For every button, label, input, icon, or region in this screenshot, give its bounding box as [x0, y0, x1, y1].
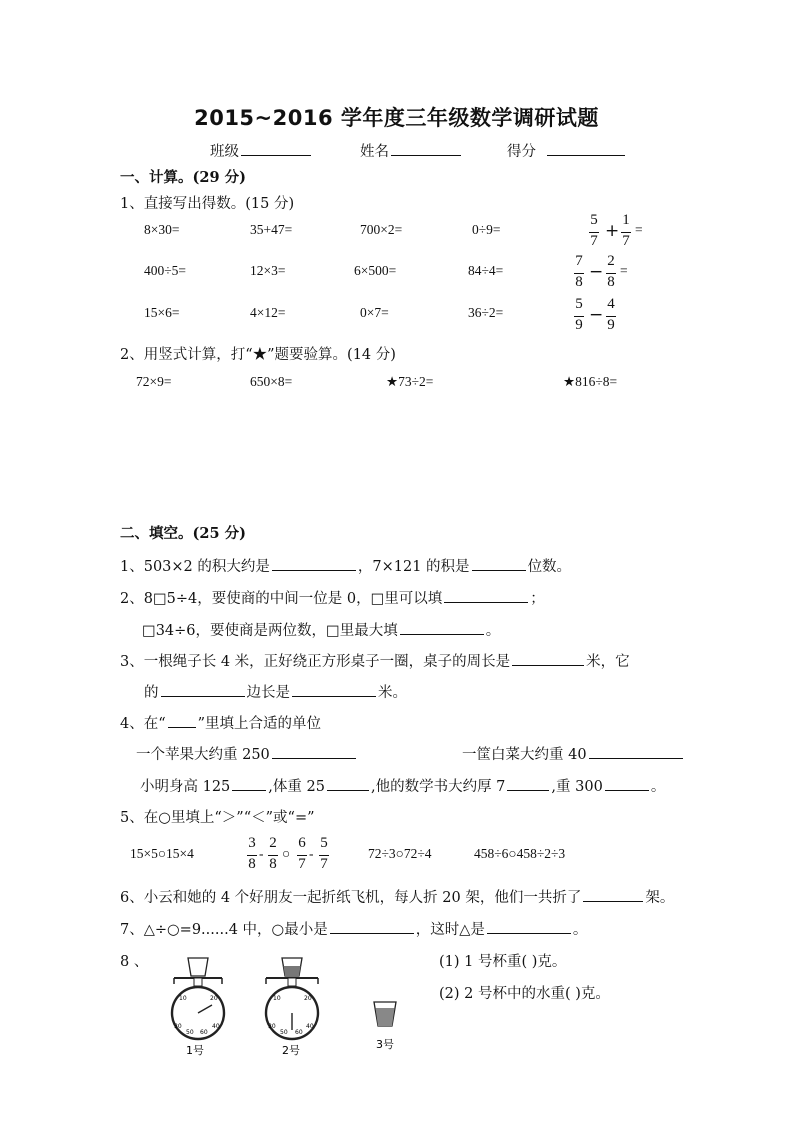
calc-item: 15×6=: [144, 305, 180, 320]
fill-q8-label: 8 、: [120, 954, 149, 970]
name-blank[interactable]: [391, 141, 461, 156]
fill-q6: 6、小云和她的 4 个好朋友一起折纸飞机，每人折 20 架，他们一共折了 架。: [120, 886, 674, 907]
name-label: 姓名: [360, 144, 389, 160]
scale-2: [266, 958, 318, 1057]
answer-blank[interactable]: [272, 744, 356, 759]
calc-item: 8×30=: [144, 222, 180, 237]
name-field: [360, 140, 463, 161]
fill-q4-apple: 一个苹果大约重 250: [136, 743, 358, 764]
fill-q4-xiaoming: 小明身高 125 ,体重 25 ,他的数学书大约厚 7 ,重 300 。: [140, 775, 665, 796]
calc-item: 12×3=: [250, 263, 286, 278]
calc-item: 4×12=: [250, 305, 286, 320]
answer-blank[interactable]: [472, 556, 526, 571]
answer-blank[interactable]: [161, 682, 245, 697]
operator: -: [259, 846, 264, 861]
denominator: 9: [575, 317, 583, 333]
calc-item: 700×2=: [360, 222, 403, 237]
answer-blank[interactable]: [272, 556, 356, 571]
scale-label: 1号: [186, 1044, 204, 1057]
vertical-calc-item: ★73÷2=: [386, 374, 434, 389]
fill-q5-label: 5、在○里填上“＞”“＜”或“=”: [120, 810, 315, 826]
operator: -: [309, 846, 314, 861]
class-field: [210, 140, 313, 161]
operator: −: [589, 262, 604, 282]
scale-tick: 30: [268, 1023, 276, 1030]
fill-q3-line1: 3、一根绳子长 4 米，正好绕正方形桌子一圈，桌子的周长是 米，它: [120, 650, 630, 671]
cup-3: [374, 1002, 396, 1051]
answer-blank[interactable]: [507, 776, 549, 791]
answer-blank[interactable]: [487, 919, 571, 934]
vertical-calc-item: ★816÷8=: [563, 374, 618, 389]
class-label: 班级: [210, 144, 239, 160]
scale-tick: 10: [273, 995, 281, 1002]
calc-item: 6×500=: [354, 263, 397, 278]
cup-label: 3号: [376, 1038, 394, 1051]
scale-tick: 20: [304, 995, 312, 1002]
answer-blank[interactable]: [589, 744, 683, 759]
numerator: 2: [607, 253, 615, 269]
compare-item: 15×5○15×4: [130, 846, 194, 861]
numerator: 5: [590, 212, 598, 228]
calc-item: 0÷9=: [472, 222, 501, 237]
section2-heading: 二、填空。(25 分): [120, 525, 246, 542]
answer-blank[interactable]: [605, 776, 649, 791]
equals-sign: =: [620, 263, 628, 278]
class-blank[interactable]: [241, 141, 311, 156]
q1-label: 1、直接写出得数。(15 分): [120, 196, 295, 212]
scale-1: [172, 958, 224, 1057]
vertical-calc-item: 650×8=: [250, 374, 293, 389]
equals-sign: =: [635, 222, 643, 237]
calc-item: 400÷5=: [144, 263, 187, 278]
score-label: 得分: [507, 144, 536, 160]
scale-tick: 10: [179, 995, 187, 1002]
fill-q4-cabbage: 一筐白菜大约重 40: [462, 743, 685, 764]
scale-tick: 40: [306, 1023, 314, 1030]
fill-q8-sub2: (2) 2 号杯中的水重( )克。: [439, 986, 610, 1002]
answer-blank[interactable]: [583, 887, 643, 902]
operator: −: [589, 305, 604, 325]
fill-q2-line1: 2、8□5÷4，要使商的中间一位是 0，□里可以填 ；: [120, 587, 545, 608]
vertical-calc-item: 72×9=: [136, 374, 172, 389]
denominator: 7: [590, 233, 598, 249]
operator: +: [605, 221, 620, 241]
fill-q8-sub1: (1) 1 号杯重( )克。: [439, 954, 567, 970]
compare-item: 458÷6○458÷2÷3: [474, 846, 566, 861]
answer-blank[interactable]: [444, 588, 528, 603]
answer-blank[interactable]: [330, 919, 414, 934]
denominator: 9: [607, 317, 615, 333]
scale-tick: 30: [174, 1023, 182, 1030]
unit-blank: [168, 713, 196, 728]
scale-label: 2号: [282, 1044, 300, 1057]
denominator: 8: [607, 274, 615, 290]
fill-q3-line2: 的 边长是 米。: [144, 681, 407, 702]
numerator: 1: [622, 212, 630, 228]
numerator: 4: [607, 296, 615, 312]
scale-tick: 60: [295, 1029, 303, 1036]
compare-circle[interactable]: ○: [282, 846, 291, 861]
numerator: 5: [575, 296, 583, 312]
scales-illustration: [160, 950, 420, 1060]
scale-tick: 40: [212, 1023, 220, 1030]
calc-item: 84÷4=: [468, 263, 504, 278]
fill-q2-line2: □34÷6，要使商是两位数，□里最大填 。: [142, 619, 500, 640]
scale-tick: 20: [210, 995, 218, 1002]
answer-blank[interactable]: [327, 776, 369, 791]
scale-tick: 50: [280, 1029, 288, 1036]
answer-blank[interactable]: [292, 682, 376, 697]
calc-item: 36÷2=: [468, 305, 504, 320]
scale-tick: 50: [186, 1029, 194, 1036]
score-blank[interactable]: [547, 141, 625, 156]
fill-q7: 7、△÷○=9......4 中，○最小是 ，这时△是 。: [120, 918, 587, 939]
answer-blank[interactable]: [512, 651, 584, 666]
numerator: 7: [575, 253, 583, 269]
answer-blank[interactable]: [232, 776, 266, 791]
score-field: [507, 140, 627, 161]
q2-label: 2、用竖式计算，打“★”题要验算。(14 分): [120, 347, 396, 363]
section1-heading: 一、计算。(29 分): [120, 169, 246, 186]
answer-blank[interactable]: [400, 620, 484, 635]
calc-item: 35+47=: [250, 222, 293, 237]
page-title: 2015~2016 学年度三年级数学调研试题: [194, 106, 599, 130]
denominator: 7: [622, 233, 630, 249]
denominator: 8: [575, 274, 583, 290]
fill-q1: 1、503×2 的积大约是 ，7×121 的积是 位数。: [120, 555, 571, 576]
calc-item: 0×7=: [360, 305, 389, 320]
compare-item: 72÷3○72÷4: [368, 846, 432, 861]
fill-q4-label: 4、在“ ”里填上合适的单位: [120, 712, 321, 733]
scale-tick: 60: [200, 1029, 208, 1036]
